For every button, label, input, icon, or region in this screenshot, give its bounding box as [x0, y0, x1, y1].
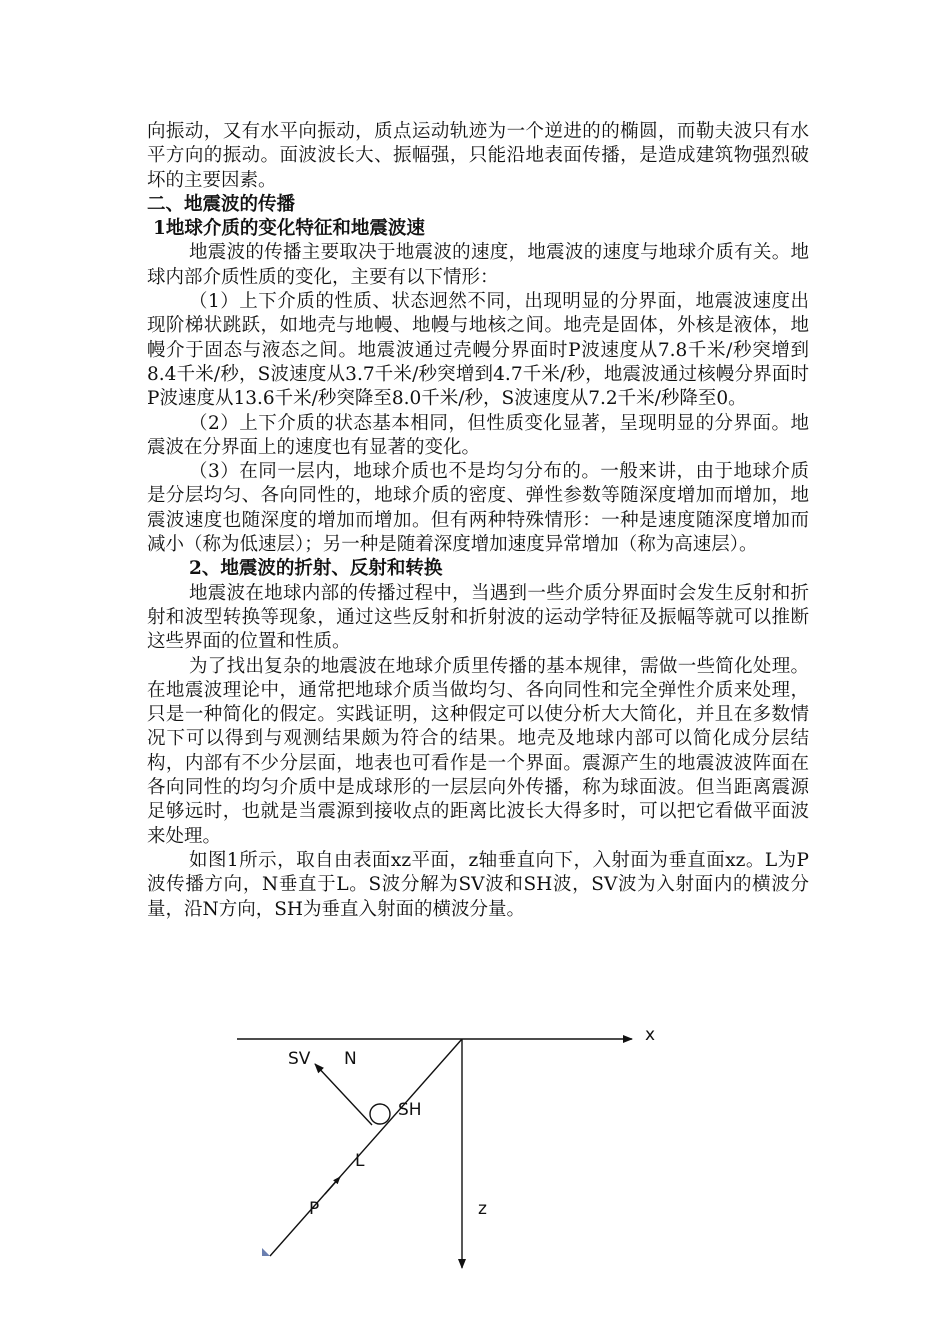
- sv-direction-line: [315, 1064, 372, 1125]
- paragraph-love-wave: 向振动，又有水平向振动，质点运动轨迹为一个逆进的的椭圆，而勒夫波只有水平方向的振动。面波波长大、振幅强，只能沿地表面传播，是造成建筑物强烈破坏的主要因素。: [147, 121, 809, 191]
- ray-source-marker: [262, 1248, 270, 1256]
- wave-diagram: [0, 1020, 950, 1320]
- x-axis-label: x: [645, 1025, 656, 1045]
- sh-label: SH: [398, 1100, 422, 1120]
- sh-symbol-circle: [370, 1104, 390, 1124]
- paragraph-case-1: （1）上下介质的性质、状态迥然不同，出现明显的分界面，地震波速度出现阶梯状跳跃，如地壳与地幔、地幔与地核之间。地壳是固体，外核是液体，地幔介于固态与液态之间。地震波通过壳幔分界面时P波速度从7.8千米/秒突增到8.4千米/秒，S波速度从3.7千米/秒突增到4.7千米/秒，地震波通过核幔分界面时P波速度从13.6千米/秒突降至8.0千米/秒，S波速度从7.2千米/秒降至0。: [147, 291, 809, 410]
- p-label: P: [309, 1199, 320, 1219]
- n-label: N: [344, 1049, 357, 1069]
- paragraph-figure-ref: 如图1所示，取自由表面xz平面，z轴垂直向下，入射面为垂直面xz。L为P波传播方向，N垂直于L。S波分解为SV波和SH波，SV波为入射面内的横波分量，沿N方向，SH为垂直入射面的横波分量。: [147, 849, 809, 920]
- section-heading: 二、地震波的传播: [147, 193, 296, 215]
- z-axis-label: z: [478, 1199, 487, 1219]
- p-wave-ray: [270, 1039, 462, 1256]
- l-label: L: [355, 1151, 365, 1171]
- paragraph-simplification: 为了找出复杂的地震波在地球介质里传播的基本规律，需做一些简化处理。在地震波理论中，通常把地球介质当做均匀、各向同性和完全弹性介质来处理，只是一种简化的假定。实践证明，这种假定可以使分析大大简化，并且在多数情况下可以得到与观测结果颇为符合的结果。地壳及地球内部可以简化成分层结构，内部有不少分层面，地表也可看作是一个界面。震源产生的地震波波阵面在各向同性的均匀介质中是成球形的一层层向外传播，称为球面波。但当距离震源足够远时，也就是当震源到接收点的距离比波长大得多时，可以把它看做平面波来处理。: [147, 655, 809, 847]
- subsection-heading-2: 2、地震波的折射、反射和转换: [189, 558, 443, 580]
- paragraph-case-3: （3）在同一层内，地球介质也不是均匀分布的。一般来讲，由于地球介质是分层均匀、各向同性的，地球介质的密度、弹性参数等随深度增加而增加，地震波速度也随深度的增加而增加。但有两种特殊情形：一种是速度随深度增加而减小（称为低速层）；另一种是随着深度增加速度异常增加（称为高速层）。: [147, 461, 809, 556]
- paragraph-reflection: 地震波在地球内部的传播过程中，当遇到一些介质分界面时会发生反射和折射和波型转换等现象，通过这些反射和折射波的运动学特征及振幅等就可以推断这些界面的位置和性质。: [147, 582, 809, 653]
- sv-label: SV: [288, 1049, 311, 1069]
- subsection-heading-1: 1地球介质的变化特征和地震波速: [153, 218, 425, 240]
- paragraph-case-2: （2）上下介质的状态基本相同，但性质变化显著，呈现明显的分界面。地震波在分界面上的速度也有显著的变化。: [147, 412, 809, 458]
- p-wave-direction-arrow: [325, 1177, 340, 1194]
- document-body: [147, 120, 809, 922]
- paragraph-intro: 地震波的传播主要取决于地震波的速度，地震波的速度与地球介质有关。地球内部介质性质的变化，主要有以下情形：: [147, 242, 809, 288]
